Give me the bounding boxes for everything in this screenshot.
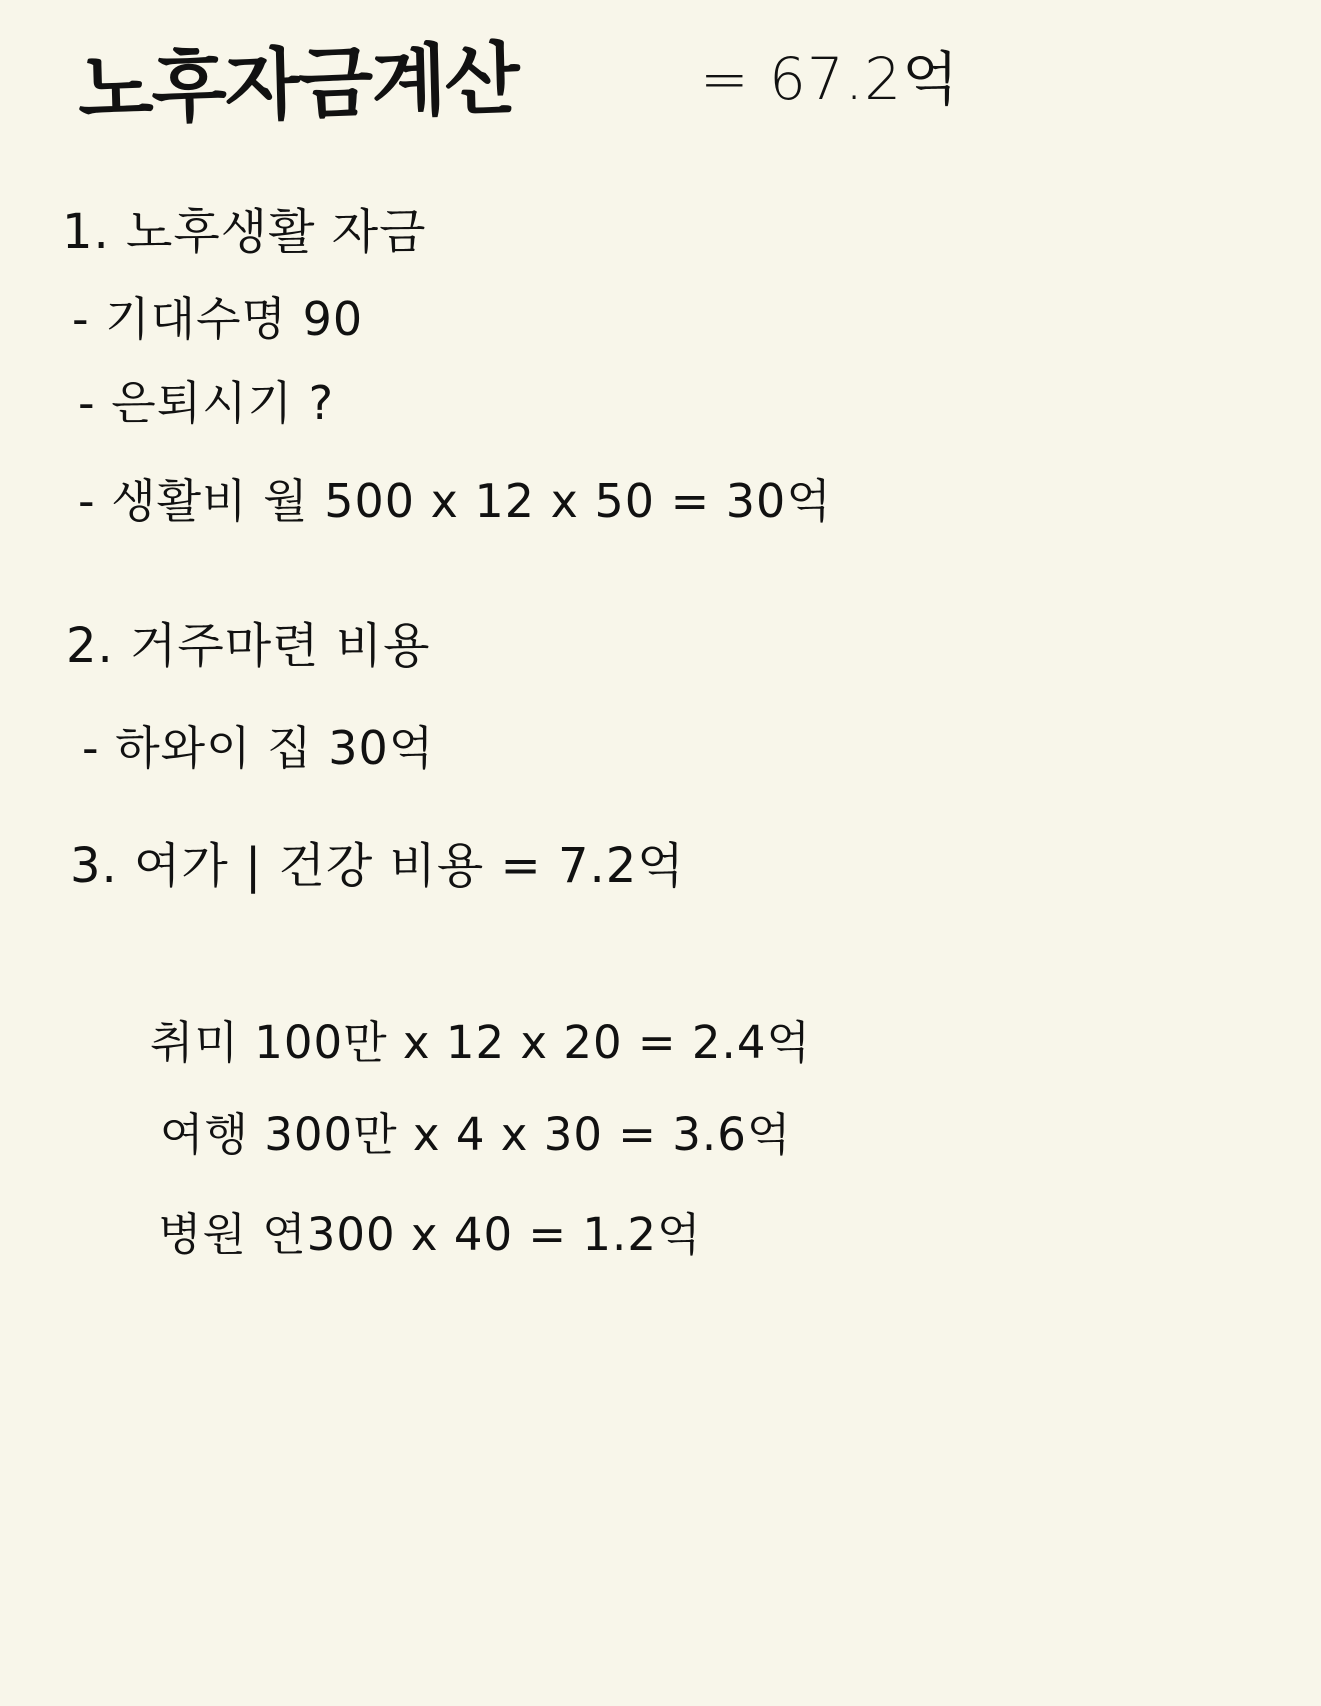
section-heading-housing: 2. 거주마련 비용 <box>66 618 431 674</box>
list-item-hawaii-house: - 하와이 집 30억 <box>82 721 435 775</box>
section-heading-retirement-living: 1. 노후생활 자금 <box>62 204 427 260</box>
page-title: 노후자금계산 <box>76 34 520 136</box>
list-item-hospital: 병원 연300 x 40 = 1.2억 <box>158 1208 702 1261</box>
list-item-living-cost: - 생활비 월 500 x 12 x 50 = 30억 <box>78 474 832 528</box>
section-heading-leisure-health: 3. 여가 | 건강 비용 = 7.2억 <box>70 838 685 894</box>
list-item-life-expectancy: - 기대수명 90 <box>72 292 364 346</box>
total-amount: = 67.2억 <box>700 45 960 113</box>
list-item-hobby: 취미 100만 x 12 x 20 = 2.4억 <box>150 1016 811 1069</box>
list-item-travel: 여행 300만 x 4 x 30 = 3.6억 <box>160 1108 792 1161</box>
list-item-retirement-age: - 은퇴시기 ? <box>78 376 335 430</box>
